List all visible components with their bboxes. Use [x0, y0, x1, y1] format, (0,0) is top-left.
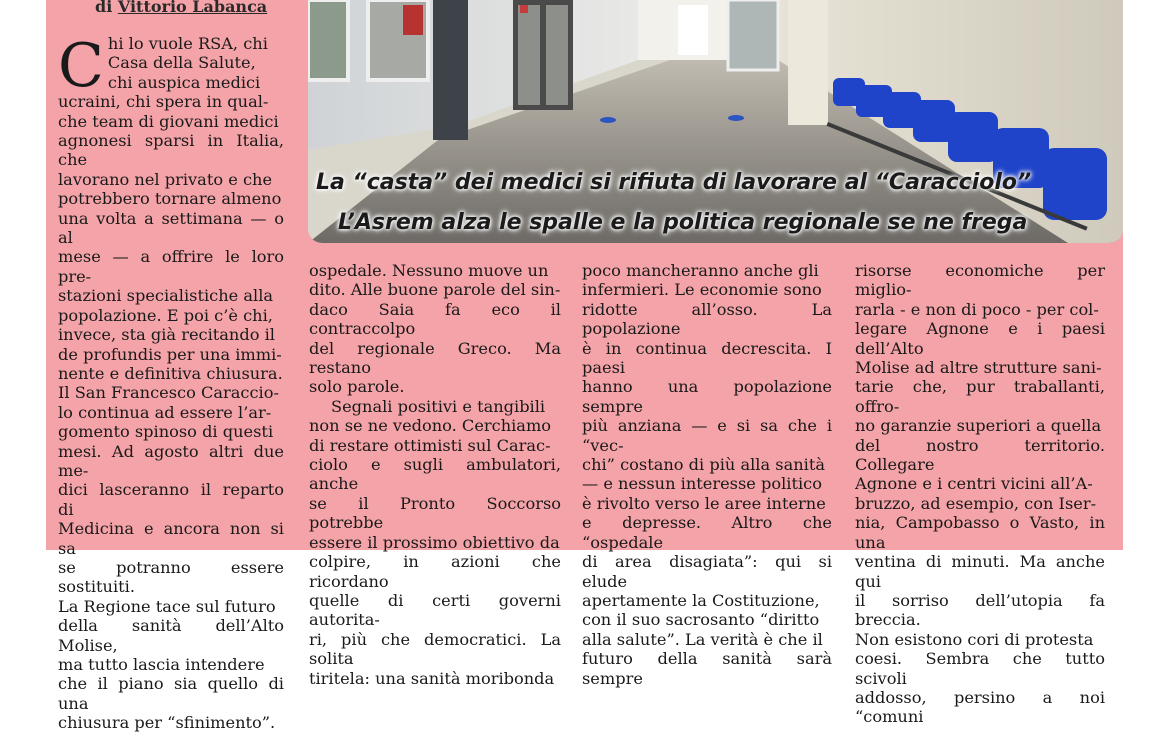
col2-line: di restare ottimisti sul Carac-	[309, 435, 551, 455]
column-2-text	[309, 261, 561, 688]
col3-line: alla salute”. La verità è che il	[582, 629, 823, 649]
col3-line: è rivolto verso le aree interne	[582, 493, 826, 513]
col4-line: il sorriso dell’utopia fa breccia.	[855, 590, 1105, 630]
col3-line: hanno una popolazione sempre	[582, 377, 832, 416]
col1-line: Medicina e ancora non si sa	[58, 519, 284, 558]
col2-line: tiritela: una sanità moribonda	[309, 668, 555, 688]
col1-line: hi lo vuole RSA, chi	[107, 34, 268, 53]
byline-author: Vittorio Labanca	[117, 0, 268, 16]
column-1-text	[58, 31, 284, 733]
col3-line: e depresse. Altro che “ospedale	[582, 513, 832, 552]
col1-line: chiusura per “sfinimento”.	[58, 713, 276, 733]
col2-line: colpire, in azioni che ricordano	[309, 552, 561, 591]
col4-line: risorse economiche per miglio-	[855, 261, 1105, 300]
col4-line: nia, Campobasso o Vasto, in una	[855, 513, 1105, 552]
byline	[95, 0, 267, 16]
col3-line: — e nessun interesse politico	[582, 474, 822, 494]
col4-line: rarla - e non di poco - per col-	[855, 299, 1099, 319]
col3-line: apertamente la Costituzione,	[582, 590, 820, 610]
col4-line: Non esistono cori di protesta	[855, 629, 1094, 649]
col4-line: addosso, persino a noi “comuni	[855, 687, 1105, 727]
col4-line: Molise ad altre strutture sani-	[855, 358, 1102, 378]
hospital-corridor-photo	[308, 0, 1123, 243]
col3-line: infermieri. Le economie sono	[582, 280, 822, 300]
col1-line: che il piano sia quello di una	[58, 674, 284, 713]
col3-line: è in continua decrescita. I paesi	[582, 338, 832, 378]
col2-line: dito. Alle buone parole del sin-	[309, 280, 561, 300]
col1-line: che team di giovani medici	[58, 111, 279, 131]
col4-line: coesi. Sembra che tutto scivoli	[855, 649, 1105, 688]
col1-line: Il San Francesco Caraccio-	[58, 383, 279, 403]
col3-line: più anziana — e si sa che i “vec-	[582, 416, 832, 455]
column-4-text	[855, 261, 1105, 727]
drop-cap: C	[58, 31, 104, 101]
col4-line: Agnone e i centri vicini all’A-	[855, 474, 1093, 494]
col1-line: La Regione tace sul futuro	[58, 596, 276, 616]
col1-line: de profundis per una immi-	[58, 344, 282, 364]
col1-line: potrebbero tornare almeno	[58, 189, 282, 209]
col3-line: chi” costano di più alla sanità	[582, 455, 825, 475]
col4-line: del nostro territorio. Collegare	[855, 435, 1105, 475]
corridor-illustration	[308, 0, 1123, 243]
col3-line: con il suo sacrosanto “diritto	[582, 610, 820, 630]
col2-line: daco Saia fa eco il contraccolpo	[309, 299, 561, 339]
col2-line: quelle di certi governi autorita-	[309, 590, 561, 630]
col1-line: chi auspica medici	[107, 72, 261, 92]
col3-line: di area disagiata”: qui si elude	[582, 552, 832, 591]
col1-line: ma tutto lascia intendere	[58, 655, 265, 674]
col4-line: ventina di minuti. Ma anche qui	[855, 552, 1105, 591]
col4-line: tarie che, pur traballanti, offro-	[855, 377, 1105, 416]
col1-line: agnonesi sparsi in Italia, che	[58, 131, 284, 170]
col2-line: ri, più che democratici. La solita	[309, 629, 561, 669]
col1-line: una volta a settimana — o al	[58, 208, 284, 248]
col1-line: lo continua ad essere l’ar-	[58, 402, 272, 422]
col4-line: bruzzo, ad esempio, con Iser-	[855, 493, 1097, 513]
col2-line: del regionale Greco. Ma restano	[309, 338, 561, 378]
col1-line: mese — a offrire le loro pre-	[58, 247, 284, 286]
col3-line: poco mancheranno anche gli	[582, 261, 819, 280]
col3-line: ridotte all’osso. La popolazione	[582, 299, 832, 339]
col1-line: dici lasceranno il reparto di	[58, 480, 284, 519]
headline-line-1: La “casta” dei medici si rifiuta di lavorare al “Caracciolo”	[316, 170, 1032, 195]
col4-line: legare Agnone e i paesi dell’Alto	[855, 319, 1105, 358]
col2-line: ciolo e sugli ambulatori, anche	[309, 455, 561, 494]
col3-line: futuro della sanità sarà sempre	[582, 649, 832, 688]
column-3-text	[582, 261, 832, 688]
col2-line: non se ne vedono. Cerchiamo	[309, 416, 552, 436]
col1-line: stazioni specialistiche alla	[58, 286, 274, 306]
col1-line: Casa della Salute,	[107, 53, 256, 73]
col2-line: ospedale. Nessuno muove un	[309, 261, 549, 280]
col1-line: della sanità dell’Alto Molise,	[58, 616, 284, 655]
col1-line: nente e definitiva chiusura.	[58, 363, 283, 383]
col1-line: popolazione. E poi c’è chi,	[58, 305, 273, 325]
col4-line: no garanzie superiori a quella	[855, 416, 1102, 436]
col2-line: essere il prossimo obiettivo da	[309, 532, 560, 552]
headline-line-2: L’Asrem alza le spalle e la politica regionale se ne frega	[338, 210, 1028, 235]
col1-line: lavorano nel privato e che	[58, 169, 273, 189]
col2-line: Segnali positivi e tangibili	[331, 396, 546, 416]
col2-line: se il Pronto Soccorso potrebbe	[309, 493, 561, 533]
col1-line: se potranno essere sostituiti.	[58, 557, 284, 597]
col1-line: gomento spinoso di questi	[58, 422, 274, 442]
byline-prefix: di	[95, 0, 113, 16]
col1-line: invece, sta già recitando il	[58, 325, 275, 345]
col1-line: mesi. Ad agosto altri due me-	[58, 441, 284, 480]
col1-line: ucraini, chi spera in qual-	[58, 92, 269, 112]
col2-line: solo parole.	[309, 377, 405, 397]
